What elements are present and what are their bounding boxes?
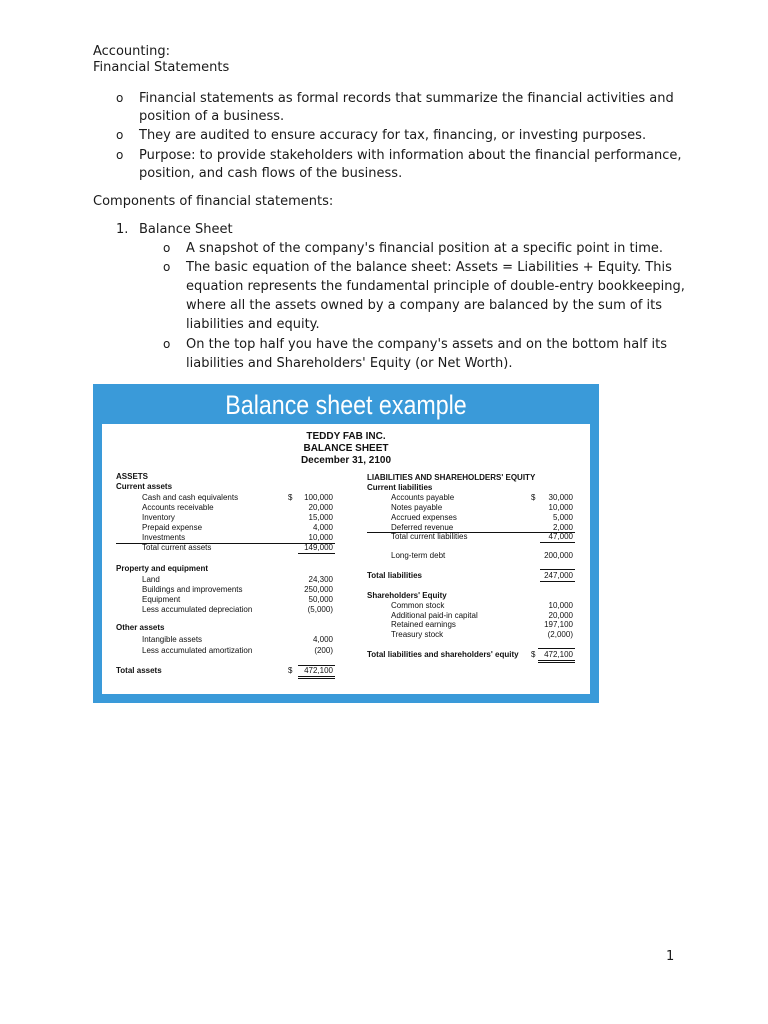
equity-label: Treasury stock: [391, 630, 444, 639]
asset-value: 15,000: [308, 513, 333, 522]
divider: [540, 581, 575, 582]
total-current-assets-label: Total current assets: [142, 543, 212, 552]
bullet-text: position of a business.: [139, 109, 285, 124]
divider: [540, 542, 575, 543]
currency-sign: $: [288, 493, 293, 502]
bullet-marker: o: [163, 337, 171, 351]
currency-sign: $: [531, 650, 536, 659]
bullet-text: The basic equation of the balance sheet: Assets = Liabilities + Equity. This: [186, 260, 672, 275]
divider: [540, 569, 575, 570]
item-label: Balance Sheet: [139, 222, 233, 237]
liability-label: Deferred revenue: [391, 523, 454, 532]
divider: [298, 676, 335, 677]
bullet-marker: o: [116, 128, 124, 142]
current-liabilities-heading: Current liabilities: [367, 483, 433, 492]
bullet-text: position, and cash flows of the business.: [139, 166, 403, 181]
liability-label: Accounts payable: [391, 493, 455, 502]
company-name: TEDDY FAB INC.: [306, 431, 386, 442]
asset-value: 4,000: [312, 635, 333, 644]
asset-label: Less accumulated depreciation: [142, 605, 253, 614]
equity-label: Additional paid-in capital: [391, 611, 478, 620]
components-heading: Components of financial statements:: [93, 194, 334, 209]
divider: [538, 648, 575, 649]
bullet-text: where all the assets owned by a company are balanced by the sum of its: [186, 298, 663, 313]
total-assets-label: Total assets: [116, 666, 162, 675]
assets-heading: ASSETS: [116, 472, 149, 481]
equity-value: (2,000): [547, 630, 573, 639]
divider: [538, 660, 575, 661]
asset-label: Cash and cash equivalents: [142, 493, 239, 502]
asset-value: 10,000: [308, 533, 333, 542]
bullet-marker: o: [163, 241, 171, 255]
figure-title: Balance sheet example: [225, 390, 467, 420]
long-term-debt-value: 200,000: [544, 551, 573, 560]
asset-label: Intangible assets: [142, 635, 203, 644]
asset-value: 100,000: [304, 493, 333, 502]
total-assets-value: 472,100: [304, 666, 333, 675]
asset-label: Buildings and improvements: [142, 585, 243, 594]
asset-value: 20,000: [308, 503, 333, 512]
bullet-marker: o: [163, 260, 171, 274]
bullet-marker: o: [116, 148, 124, 162]
currency-sign: $: [531, 493, 536, 502]
asset-label: Prepaid expense: [142, 523, 203, 532]
divider: [538, 662, 575, 663]
equity-label: Common stock: [391, 601, 445, 610]
equity-heading: Shareholders' Equity: [367, 591, 447, 600]
liability-value: 30,000: [548, 493, 573, 502]
asset-label: Land: [142, 575, 160, 584]
current-assets-heading: Current assets: [116, 482, 173, 491]
asset-label: Accounts receivable: [142, 503, 214, 512]
equity-value: 20,000: [548, 611, 573, 620]
asset-label: Inventory: [142, 513, 175, 522]
total-liabilities-value: 247,000: [544, 571, 573, 580]
asset-value: (5,000): [307, 605, 333, 614]
equity-value: 10,000: [548, 601, 573, 610]
liability-value: 5,000: [552, 513, 573, 522]
bullet-text: They are audited to ensure accuracy for tax, financing, or investing purposes.: [139, 128, 647, 143]
divider: [298, 553, 335, 554]
asset-value: 4,000: [312, 523, 333, 532]
divider: [298, 678, 335, 679]
balance-sheet-figure: [93, 384, 599, 703]
sheet-name: BALANCE SHEET: [303, 443, 389, 454]
grand-total-value: 472,100: [544, 650, 573, 659]
asset-value: 250,000: [304, 585, 333, 594]
long-term-debt-label: Long-term debt: [391, 551, 446, 560]
equity-value: 197,100: [544, 620, 573, 629]
total-current-liabilities-label: Total current liabilities: [391, 532, 468, 541]
header-line-1: Accounting:: [93, 44, 170, 59]
asset-label: Equipment: [142, 595, 181, 604]
equity-label: Retained earnings: [391, 620, 456, 629]
header-line-2: Financial Statements: [93, 60, 230, 75]
balance-sheet: [102, 424, 590, 694]
divider: [298, 665, 335, 666]
liability-value: 2,000: [552, 523, 573, 532]
asset-value: 24,300: [308, 575, 333, 584]
liabilities-heading: LIABILITIES AND SHAREHOLDERS' EQUITY: [367, 473, 536, 482]
bullet-text: equation represents the fundamental principle of double-entry bookkeeping,: [186, 279, 685, 294]
asset-value: (200): [314, 646, 333, 655]
ppe-heading: Property and equipment: [116, 564, 209, 573]
asset-value: 50,000: [308, 595, 333, 604]
bullet-text: Financial statements as formal records that summarize the financial activities and: [139, 91, 674, 106]
bullet-text: A snapshot of the company's financial position at a specific point in time.: [186, 241, 664, 256]
total-liabilities-label: Total liabilities: [367, 571, 422, 580]
asset-label: Investments: [142, 533, 186, 542]
grand-total-label: Total liabilities and shareholders' equity: [367, 650, 519, 659]
liability-label: Notes payable: [391, 503, 443, 512]
page-number: 1: [666, 949, 675, 964]
bullet-text: On the top half you have the company's assets and on the bottom half its: [186, 337, 667, 352]
liability-value: 10,000: [548, 503, 573, 512]
bullet-text: liabilities and equity.: [186, 317, 320, 332]
total-current-assets-value: 149,000: [304, 543, 333, 552]
bullet-text: liabilities and Shareholders' Equity (or Net Worth).: [186, 356, 513, 371]
currency-sign: $: [288, 666, 293, 675]
item-number: 1.: [116, 222, 129, 237]
total-current-liabilities-value: 47,000: [548, 532, 573, 541]
bullet-text: Purpose: to provide stakeholders with information about the financial performance,: [139, 148, 682, 163]
sheet-date: December 31, 2100: [300, 455, 392, 466]
asset-label: Less accumulated amortization: [142, 646, 253, 655]
other-assets-heading: Other assets: [116, 623, 165, 632]
liability-label: Accrued expenses: [391, 513, 457, 522]
bullet-marker: o: [116, 91, 124, 105]
